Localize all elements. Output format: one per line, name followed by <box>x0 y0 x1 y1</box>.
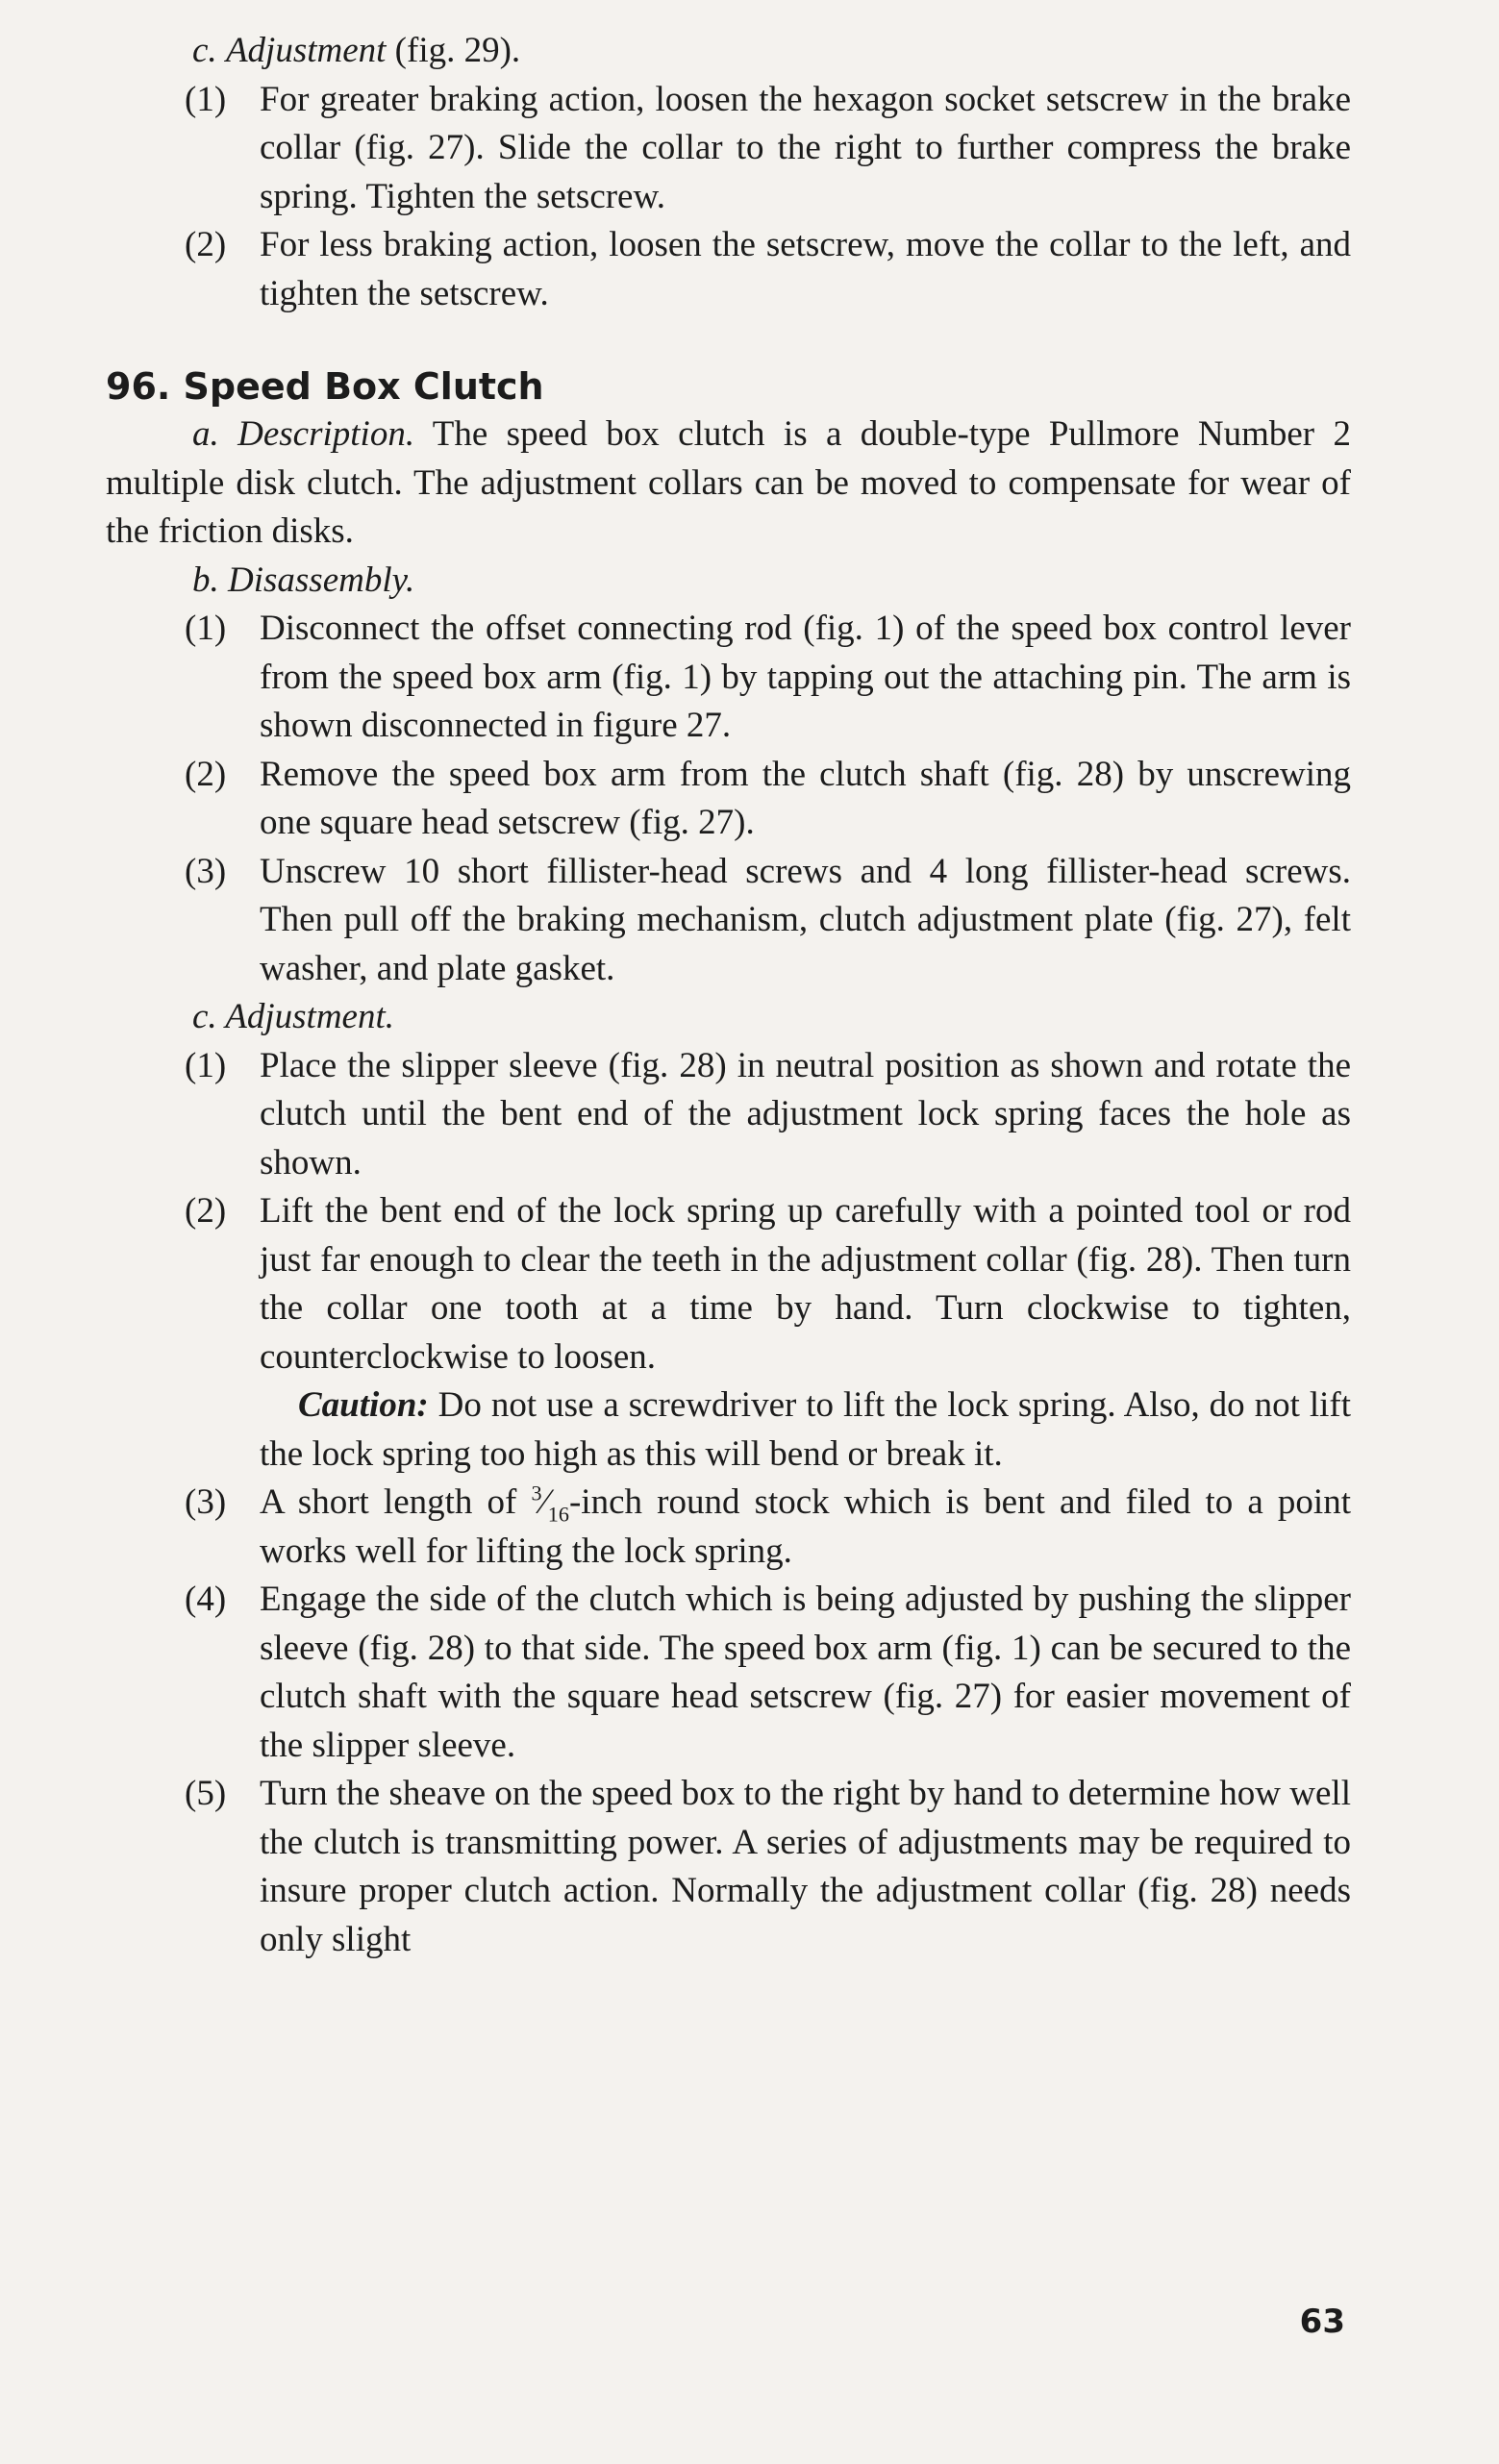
label-word: Adjustment <box>225 31 387 70</box>
item-number: (1) <box>185 609 227 648</box>
item-number: (2) <box>185 754 227 794</box>
list-item <box>106 76 1351 222</box>
list-item <box>106 221 1351 318</box>
section-title: 96. Speed Box Clutch <box>106 365 544 408</box>
item-text: Remove the speed box arm from the clutch shaft (fig. 28) by unscrewing one square head setscrew (fig. 27). <box>260 754 1351 842</box>
list-item <box>106 751 1351 848</box>
item-text: Unscrew 10 short fillister-head screws and 4 long fillister-head screws. Then pull off the braking mechanism, clutch adjustment plate (fig. 27), felt washer, and plate gasket. <box>260 851 1351 988</box>
item-number: (4) <box>185 1580 227 1619</box>
item-number: (3) <box>185 851 227 891</box>
page-number: 63 <box>1299 2302 1345 2341</box>
list-item <box>106 1042 1351 1188</box>
item-text: A short length of $^3⁄_{16}$-inch round stock which is bent and filed to a point works well for lifting the lock spring. <box>260 1481 1351 1571</box>
item-number: (1) <box>185 1045 227 1085</box>
list-item <box>106 1770 1351 1964</box>
label-ref: (fig. 29). <box>394 31 521 70</box>
item-text: Disconnect the offset connecting rod (fig. 1) of the speed box control lever from the speed box arm (fig. 1) by tapping out the attaching pin. The arm is shown disconnected in figure 27. <box>260 609 1351 745</box>
item-number: (5) <box>185 1774 227 1813</box>
description-paragraph <box>106 411 1351 557</box>
subsection-heading-adjustment <box>106 27 1351 76</box>
description-label: a. Description. <box>192 414 415 454</box>
adjustment-heading: c. Adjustment. <box>192 997 394 1036</box>
label-letter: c. <box>192 31 217 70</box>
item-text: Place the slipper sleeve (fig. 28) in neutral position as shown and rotate the clutch until the bent end of the adjustment lock spring faces the hole as shown. <box>260 1045 1351 1182</box>
item-number: (2) <box>185 1191 227 1231</box>
item-text: Engage the side of the clutch which is being adjusted by pushing the slipper sleeve (fig. 28) to that side. The speed box arm (fig. 1) can be secured to the clutch shaft with the square head setscrew (fig. 27) for easier movement of the slipper sleeve. <box>260 1580 1351 1765</box>
caution-text: Do not use a screwdriver to lift the lock spring. Also, do not lift the lock spring too high as this will bend or break it. <box>260 1385 1351 1474</box>
item-number: (2) <box>185 225 227 264</box>
list-item <box>106 1187 1351 1381</box>
list-item <box>106 848 1351 994</box>
list-item <box>106 605 1351 751</box>
fraction-numerator: 3 <box>531 1481 542 1506</box>
item-text: For greater braking action, loosen the hexagon socket setscrew in the brake collar (fig. 27). Slide the collar to the right to further compress the brake spring. Tighten the setscrew. <box>260 79 1351 216</box>
page-body <box>106 27 1351 1964</box>
list-item <box>106 1576 1351 1770</box>
item-number: (3) <box>185 1482 227 1522</box>
list-item <box>106 1479 1351 1576</box>
fraction-denominator: 16 <box>547 1502 569 1527</box>
caution-label: Caution: <box>298 1385 429 1425</box>
item-text: Lift the bent end of the lock spring up carefully with a pointed tool or rod just far enough to clear the teeth in the adjustment collar (fig. 28). Then turn the collar one tooth at a time by hand. Turn clockwise to tighten, counterclockwise to loosen. <box>260 1191 1351 1377</box>
description-text: The speed box clutch is a double-type Pullmore Number 2 multiple disk clutch. The adjustment collars can be moved to compensate for wear of the friction disks. <box>106 414 1351 551</box>
item-text: For less braking action, loosen the setscrew, move the collar to the left, and tighten the setscrew. <box>260 225 1351 313</box>
caution-note <box>106 1381 1351 1479</box>
disassembly-heading: b. Disassembly. <box>192 560 415 600</box>
item-number: (1) <box>185 79 227 119</box>
item-text: Turn the sheave on the speed box to the right by hand to determine how well the clutch is transmitting power. A series of adjustments may be required to insure proper clutch action. Normally the adjustment collar (fig. 28) needs only slight <box>260 1774 1351 1959</box>
